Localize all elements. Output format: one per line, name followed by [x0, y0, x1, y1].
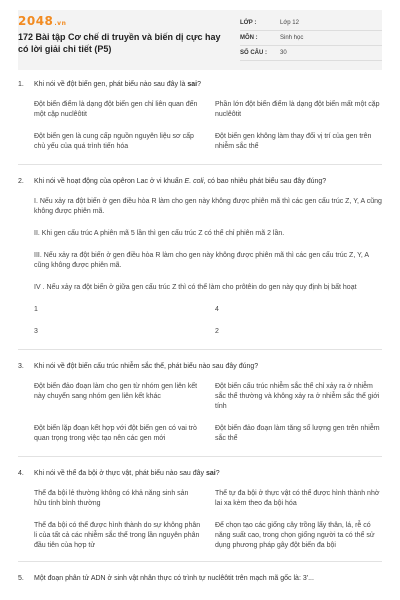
meta-value: 30 — [280, 50, 287, 56]
answer-option-a[interactable]: Đột biến điểm là dạng đột biến gen chỉ liên quan đến một cặp nuclêôtit — [34, 101, 198, 118]
question-number: 3. — [18, 363, 24, 370]
meta-label: MÔN : — [240, 35, 258, 41]
statement-1: I. Nếu xảy ra đột biến ở gen điều hòa R làm cho gen này không được phiên mã thì các gen cấu trúc Z, Y, A cũng không được phiên mã. — [34, 198, 382, 215]
meta-row-subject — [240, 31, 382, 46]
question-text: Khi nói về đột biến gen, phát biểu nào sau đây là sai? — [34, 81, 201, 88]
meta-label: LỚP : — [240, 20, 257, 26]
meta-row-class — [240, 16, 382, 31]
answer-options — [18, 489, 382, 551]
question-2 — [18, 177, 382, 337]
answer-option-d[interactable]: Đột biến đảo đoạn làm tăng số lượng gen trên nhiễm sắc thể — [215, 425, 380, 442]
question-text: Khi nói về hoạt động của opêron Lac ở vi khuẩn E. coli, có bao nhiêu phát biểu sau đây đúng? — [34, 178, 327, 185]
italic-text: E. coli — [184, 178, 204, 185]
question-number: 4. — [18, 470, 24, 477]
divider — [18, 561, 382, 562]
divider — [18, 164, 382, 165]
answer-option-a[interactable]: 1 — [34, 306, 38, 313]
divider — [18, 456, 382, 457]
statement-list — [18, 197, 382, 293]
answer-option-a[interactable]: Đột biến đảo đoạn làm cho gen từ nhóm gen liên kết này chuyển sang nhóm gen liên kết khác — [34, 383, 198, 400]
question-1 — [18, 80, 382, 152]
logo-text: 2048 — [18, 14, 54, 28]
answer-options — [18, 305, 382, 337]
question-header — [18, 80, 382, 90]
answer-options — [18, 382, 382, 444]
meta-label: SỐ CÂU : — [240, 50, 267, 56]
statement-4: IV . Nếu xảy ra đột biến ở giữa gen cấu trúc Z thì có thể làm cho prôtêin do gen này quy định bị bất hoạt — [34, 284, 357, 291]
question-list — [18, 80, 382, 584]
answer-option-b[interactable]: 4 — [215, 306, 219, 313]
question-header — [18, 469, 382, 479]
emphasis-text: sai — [205, 470, 216, 477]
divider — [18, 349, 382, 350]
answer-option-c[interactable]: Thể đa bội có thể được hình thành do sự không phân li của tất cả các nhiễm sắc thể trong lần nguyên phân đầu tiên của hợp tử — [34, 522, 201, 549]
question-text: Khi nói về đột biến cấu trúc nhiễm sắc thể, phát biểu nào sau đây đúng? — [34, 363, 259, 370]
document-header — [18, 10, 382, 70]
answer-option-b[interactable]: Phần lớn đột biến điểm là dạng đột biến mất một cặp nuclêôtit — [215, 101, 380, 118]
meta-row-count — [240, 46, 382, 61]
answer-option-a[interactable]: Thể đa bội lẻ thường không có khả năng sinh sản hữu tính bình thường — [34, 490, 189, 507]
answer-option-b[interactable]: Thể tự đa bội ở thực vật có thể được hình thành nhờ lai xa kèm theo đa bội hóa — [215, 490, 380, 507]
answer-option-c[interactable]: 3 — [34, 328, 38, 335]
answer-option-d[interactable]: Đột biến gen không làm thay đổi vị trí của gen trên nhiễm sắc thể — [215, 133, 372, 150]
question-number: 5. — [18, 575, 24, 582]
answer-option-d[interactable]: Để chọn tạo các giống cây trồng lấy thân, lá, rễ có năng suất cao, trong chọn giống người ta có thể sử dụng phương pháp gây đột biến đa bội — [215, 522, 375, 549]
question-header — [18, 362, 382, 372]
emphasis-text: sai — [187, 81, 198, 88]
answer-option-b[interactable]: Đột biến cấu trúc nhiễm sắc thể chỉ xảy ra ở nhiễm sắc thể thường và không xảy ra ở nhiễm sắc thể giới tính — [215, 383, 380, 410]
question-3 — [18, 362, 382, 444]
answer-option-d[interactable]: 2 — [215, 328, 219, 335]
question-4 — [18, 469, 382, 551]
logo-suffix: .vn — [54, 20, 67, 27]
meta-value: Sinh học — [280, 35, 304, 41]
question-number: 2. — [18, 178, 24, 185]
question-text: Khi nói về thể đa bội ở thực vật, phát biểu nào sau đây sai? — [34, 470, 220, 477]
question-header — [18, 177, 382, 187]
question-text: Một đoạn phân tử ADN ở sinh vật nhân thực có trình tự nuclêôtit trên mạch mã gốc là: 3'... — [34, 575, 314, 582]
answer-option-c[interactable]: Đột biến lặp đoạn kết hợp với đột biến gen có vai trò quan trọng trong việc tạo nên các gen mới — [34, 425, 197, 442]
document-meta — [240, 16, 382, 61]
question-number: 1. — [18, 81, 24, 88]
document-title: 172 Bài tập Cơ chế di truyền và biến dị cực hay có lời giải chi tiết (P5) — [18, 32, 221, 54]
question-header — [18, 574, 382, 584]
site-logo[interactable] — [18, 14, 66, 28]
statement-2: II. Khi gen cấu trúc A phiên mã 5 lần thì gen cấu trúc Z có thể chỉ phiên mã 2 lần. — [34, 230, 285, 237]
answer-options — [18, 100, 382, 152]
question-5 — [18, 574, 382, 584]
answer-option-c[interactable]: Đột biến gen là cung cấp nguồn nguyên liệu sơ cấp chủ yếu của quá trình tiến hóa — [34, 133, 194, 150]
meta-value: Lớp 12 — [280, 20, 299, 26]
statement-3: III. Nếu xảy ra đột biến ở gen điều hòa R làm cho gen này không được phiên mã thì các gen cấu trúc Z, Y, A cũng không được phiên mã. — [34, 252, 369, 269]
